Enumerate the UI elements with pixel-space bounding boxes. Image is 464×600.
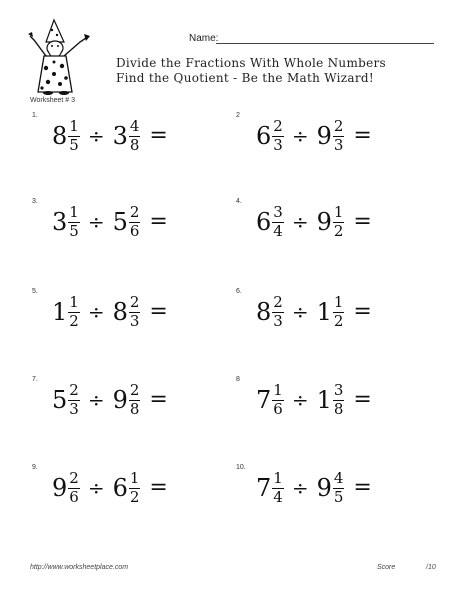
division-expression bbox=[256, 202, 372, 242]
division-sign: ÷ bbox=[291, 210, 309, 234]
division-expression bbox=[52, 468, 168, 508]
wizard-illustration bbox=[24, 18, 102, 96]
denominator: 4 bbox=[273, 487, 283, 506]
mixed-number-dividend bbox=[52, 468, 80, 506]
denominator: 3 bbox=[69, 399, 79, 418]
numerator: 2 bbox=[69, 380, 79, 399]
division-sign: ÷ bbox=[87, 388, 105, 412]
mixed-number-divisor bbox=[316, 116, 345, 154]
equals-sign: = bbox=[353, 209, 372, 234]
problem-number: 5. bbox=[32, 288, 38, 295]
worksheet-subtitle: Find the Quotient - Be the Math Wizard! bbox=[116, 71, 375, 85]
denominator: 2 bbox=[69, 311, 79, 330]
numerator: 2 bbox=[273, 292, 283, 311]
numerator: 3 bbox=[333, 380, 344, 399]
footer-url[interactable]: http://www.worksheetplace.com bbox=[30, 564, 129, 571]
numerator: 1 bbox=[69, 292, 79, 311]
whole-part: 1 bbox=[316, 386, 332, 414]
fraction bbox=[333, 202, 345, 240]
mixed-number-dividend bbox=[256, 292, 284, 330]
fraction bbox=[129, 292, 141, 330]
fraction bbox=[272, 202, 284, 240]
denominator: 3 bbox=[273, 311, 283, 330]
fraction bbox=[333, 468, 345, 506]
whole-part: 9 bbox=[112, 386, 128, 414]
denominator: 6 bbox=[129, 221, 140, 240]
fraction bbox=[129, 202, 141, 240]
numerator: 2 bbox=[129, 202, 140, 221]
equals-sign: = bbox=[149, 387, 168, 412]
division-sign: ÷ bbox=[87, 210, 105, 234]
denominator: 6 bbox=[273, 399, 283, 418]
denominator: 4 bbox=[273, 221, 283, 240]
numerator: 1 bbox=[129, 468, 140, 487]
denominator: 8 bbox=[333, 399, 344, 418]
whole-part: 3 bbox=[52, 208, 68, 236]
numerator: 1 bbox=[333, 292, 344, 311]
numerator: 1 bbox=[69, 202, 79, 221]
mixed-number-divisor bbox=[112, 202, 141, 240]
mixed-number-dividend bbox=[256, 380, 284, 418]
problem-number: 7. bbox=[32, 376, 38, 383]
fraction bbox=[272, 380, 284, 418]
numerator: 2 bbox=[69, 468, 79, 487]
fraction bbox=[272, 292, 284, 330]
whole-part: 5 bbox=[112, 208, 128, 236]
equals-sign: = bbox=[353, 299, 372, 324]
mixed-number-dividend bbox=[52, 202, 80, 240]
numerator: 3 bbox=[273, 202, 283, 221]
fraction bbox=[68, 116, 80, 154]
division-sign: ÷ bbox=[291, 388, 309, 412]
whole-part: 3 bbox=[112, 122, 128, 150]
numerator: 1 bbox=[333, 202, 344, 221]
denominator: 2 bbox=[333, 221, 344, 240]
equals-sign: = bbox=[149, 299, 168, 324]
numerator: 2 bbox=[129, 380, 140, 399]
whole-part: 5 bbox=[52, 386, 68, 414]
whole-part: 1 bbox=[52, 298, 68, 326]
name-label: Name: bbox=[189, 33, 219, 44]
division-sign: ÷ bbox=[291, 476, 309, 500]
score-label: Score bbox=[377, 564, 396, 571]
name-field-line bbox=[216, 43, 434, 44]
whole-part: 6 bbox=[112, 474, 128, 502]
division-expression bbox=[256, 292, 372, 332]
worksheet-number-label: Worksheet # 3 bbox=[30, 97, 76, 104]
equals-sign: = bbox=[353, 123, 372, 148]
whole-part: 7 bbox=[256, 474, 272, 502]
problem-number: 1. bbox=[32, 112, 38, 119]
numerator: 2 bbox=[273, 116, 283, 135]
problem-number: 10. bbox=[236, 464, 246, 471]
division-expression bbox=[256, 116, 372, 156]
problem-number: 6. bbox=[236, 288, 242, 295]
mixed-number-divisor bbox=[112, 380, 141, 418]
fraction bbox=[68, 292, 80, 330]
whole-part: 1 bbox=[316, 298, 332, 326]
denominator: 6 bbox=[69, 487, 79, 506]
division-sign: ÷ bbox=[87, 300, 105, 324]
problem-number: 4. bbox=[236, 198, 242, 205]
fraction bbox=[68, 468, 80, 506]
numerator: 1 bbox=[273, 468, 283, 487]
whole-part: 6 bbox=[256, 122, 272, 150]
whole-part: 9 bbox=[316, 208, 332, 236]
whole-part: 8 bbox=[256, 298, 272, 326]
denominator: 8 bbox=[129, 399, 140, 418]
mixed-number-dividend bbox=[52, 292, 80, 330]
division-sign: ÷ bbox=[291, 300, 309, 324]
whole-part: 9 bbox=[316, 474, 332, 502]
whole-part: 9 bbox=[316, 122, 332, 150]
whole-part: 8 bbox=[112, 298, 128, 326]
fraction bbox=[272, 468, 284, 506]
equals-sign: = bbox=[149, 123, 168, 148]
fraction bbox=[129, 116, 141, 154]
equals-sign: = bbox=[353, 475, 372, 500]
fraction bbox=[333, 292, 345, 330]
fraction bbox=[129, 380, 141, 418]
division-expression bbox=[256, 380, 372, 420]
numerator: 1 bbox=[273, 380, 283, 399]
mixed-number-divisor bbox=[112, 292, 141, 330]
denominator: 8 bbox=[129, 135, 140, 154]
mixed-number-divisor bbox=[316, 468, 345, 506]
denominator: 3 bbox=[333, 135, 344, 154]
fraction bbox=[272, 116, 284, 154]
whole-part: 9 bbox=[52, 474, 68, 502]
denominator: 3 bbox=[273, 135, 283, 154]
mixed-number-divisor bbox=[112, 468, 141, 506]
equals-sign: = bbox=[149, 475, 168, 500]
fraction bbox=[68, 380, 80, 418]
mixed-number-divisor bbox=[316, 380, 345, 418]
mixed-number-dividend bbox=[52, 116, 80, 154]
fraction bbox=[333, 116, 345, 154]
fraction bbox=[333, 380, 345, 418]
whole-part: 7 bbox=[256, 386, 272, 414]
problem-number: 8 bbox=[236, 376, 240, 383]
division-sign: ÷ bbox=[87, 124, 105, 148]
mixed-number-divisor bbox=[316, 292, 345, 330]
division-sign: ÷ bbox=[291, 124, 309, 148]
numerator: 4 bbox=[129, 116, 140, 135]
mixed-number-divisor bbox=[316, 202, 345, 240]
denominator: 5 bbox=[333, 487, 344, 506]
fraction bbox=[129, 468, 141, 506]
numerator: 2 bbox=[129, 292, 140, 311]
denominator: 2 bbox=[333, 311, 344, 330]
whole-part: 6 bbox=[256, 208, 272, 236]
mixed-number-dividend bbox=[52, 380, 80, 418]
division-sign: ÷ bbox=[87, 476, 105, 500]
problem-number: 9. bbox=[32, 464, 38, 471]
denominator: 5 bbox=[69, 221, 79, 240]
numerator: 2 bbox=[333, 116, 344, 135]
mixed-number-dividend bbox=[256, 202, 284, 240]
division-expression bbox=[52, 116, 168, 156]
score-total: /10 bbox=[426, 564, 436, 571]
mixed-number-divisor bbox=[112, 116, 141, 154]
equals-sign: = bbox=[149, 209, 168, 234]
numerator: 4 bbox=[333, 468, 344, 487]
denominator: 3 bbox=[129, 311, 140, 330]
worksheet-title: Divide the Fractions With Whole Numbers bbox=[116, 56, 387, 70]
denominator: 5 bbox=[69, 135, 79, 154]
fraction bbox=[68, 202, 80, 240]
division-expression bbox=[52, 292, 168, 332]
equals-sign: = bbox=[353, 387, 372, 412]
division-expression bbox=[256, 468, 372, 508]
division-expression bbox=[52, 202, 168, 242]
whole-part: 8 bbox=[52, 122, 68, 150]
numerator: 1 bbox=[69, 116, 79, 135]
mixed-number-dividend bbox=[256, 468, 284, 506]
denominator: 2 bbox=[129, 487, 140, 506]
division-expression bbox=[52, 380, 168, 420]
problem-number: 2 bbox=[236, 112, 240, 119]
problem-number: 3. bbox=[32, 198, 38, 205]
mixed-number-dividend bbox=[256, 116, 284, 154]
